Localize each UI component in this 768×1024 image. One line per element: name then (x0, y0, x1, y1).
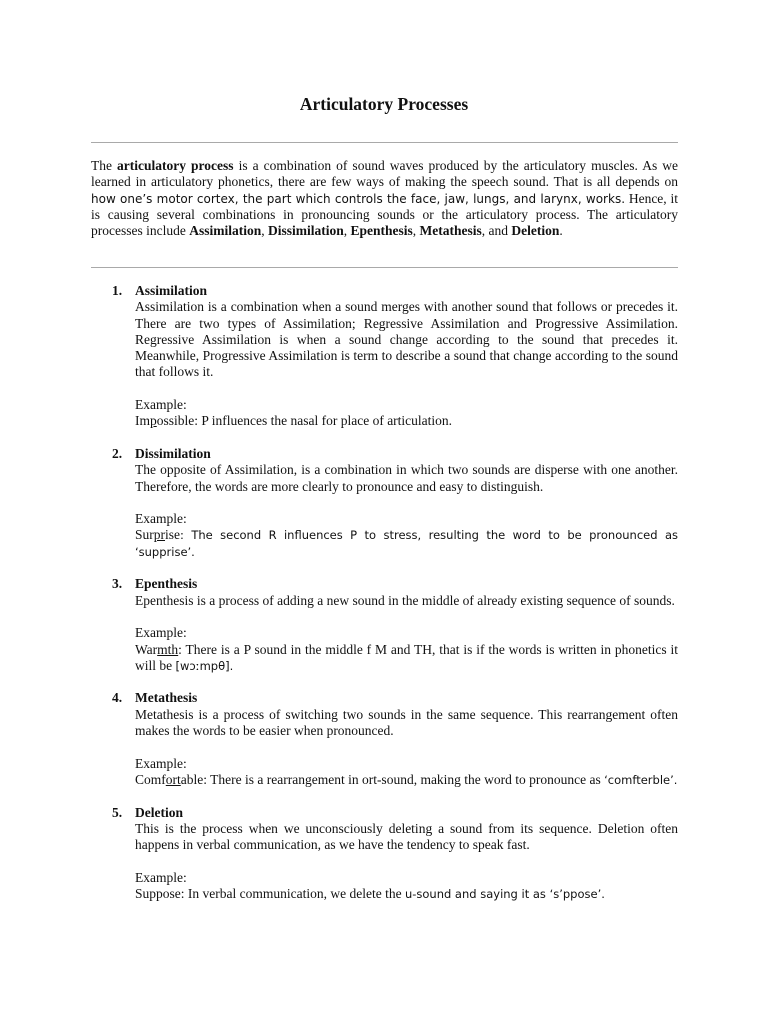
list-item (91, 576, 678, 674)
process-epenthesis: Epenthesis (350, 223, 413, 239)
process-dissimilation: Dissimilation (267, 223, 344, 239)
item-number: 4. (112, 690, 123, 706)
list-item (91, 283, 678, 430)
example-word-underlined: ort (165, 771, 181, 787)
item-description: This is the process when we unconsciously deleting a sound from its sequence. Deletion often happens in verbal communication, as we have the tendency to speak fast. (135, 820, 678, 853)
example-label: Example: (135, 511, 187, 527)
intro-paragraph (91, 158, 678, 239)
example-line (135, 527, 678, 560)
item-number: 5. (112, 804, 123, 820)
example-word-underlined: pr (153, 527, 166, 543)
item-heading: Metathesis (135, 690, 198, 706)
example-word-post: ossible (156, 413, 195, 429)
item-number: 2. (112, 445, 123, 461)
example-line (135, 886, 678, 902)
list-item (91, 690, 678, 788)
example-word-underlined: mth (157, 641, 179, 657)
example-label: Example: (135, 625, 187, 641)
intro-bold-term: articulatory process (117, 158, 234, 173)
list-item (91, 446, 678, 560)
example-word-post: able (180, 771, 204, 787)
example-sans-text: [wɔːmpθ]. (175, 658, 234, 673)
item-number: 3. (112, 576, 123, 592)
list-item (91, 805, 678, 903)
intro-sep: , (261, 223, 268, 239)
example-label: Example: (135, 755, 187, 771)
example-label: Example: (135, 869, 187, 885)
example-word-pre: Comf (135, 771, 166, 787)
intro-sep: , and (481, 223, 512, 239)
intro-text-b: Hence, it is causing several combinations in pronouncing sounds or the articulatory process. The articulatory processes include (91, 190, 678, 239)
item-heading: Epenthesis (135, 576, 198, 592)
section-divider (91, 267, 678, 268)
process-metathesis: Metathesis (419, 223, 482, 239)
item-description: Assimilation is a combination when a sound merges with another sound that follows or precedes it. There are two types of Assimilation; Regressive Assimilation and Progressive Assimilation. Regressive Assimilation is when a sound change according to the sound that precedes it. Meanwhile, Progressive Assimilation is term to describe a sound that change according to the sound that follows it. (135, 299, 678, 380)
example-word-pre: Sur (135, 527, 154, 543)
example-label: Example: (135, 397, 187, 413)
example-text: : In verbal communication, we delete the (180, 885, 405, 901)
item-description: Epenthesis is a process of adding a new sound in the middle of already existing sequence of sounds. (135, 592, 675, 608)
intro-sep: , (343, 223, 351, 239)
example-text: : P influences the nasal for place of articulation. (194, 413, 453, 429)
intro-text-a: is a combination of sound waves produced by the articulatory muscles. As we learned in articulatory phonetics, there are few ways of making the speech sound. That is all depends on (91, 158, 678, 190)
example-word-post: ise (165, 527, 181, 543)
example-word-underlined: p (150, 413, 157, 429)
item-heading: Assimilation (135, 283, 208, 298)
top-divider (91, 142, 678, 143)
item-heading: Deletion (135, 804, 183, 820)
example-line (135, 642, 678, 675)
intro-sep: , (412, 223, 420, 239)
intro-alt-font-span: how one’s motor cortex, the part which controls the face, jaw, lungs, and larynx, works. (91, 191, 626, 206)
example-text: : There is a P sound in the middle f M and TH, that is if the words is written in phonetics it will be (135, 641, 678, 673)
item-description: Metathesis is a process of switching two sounds in the same sequence. This rearrangement often makes the words to be easier when pronounced. (135, 706, 678, 739)
item-number: 1. (112, 283, 123, 298)
item-heading: Dissimilation (135, 445, 211, 461)
intro-end: . (559, 223, 563, 239)
page-title: Articulatory Processes (299, 94, 469, 114)
example-text: : There is a rearrangement in ort-sound, making the word to pronounce as (203, 771, 605, 787)
example-sans-text: : The second R influences P to stress, resulting the word to be pronounced as ‘supprise’. (135, 528, 678, 559)
example-line (135, 772, 678, 788)
example-word-pre: Im (135, 413, 150, 429)
example-sans-text: u-sound and saying it as ‘s’ppose’. (404, 886, 605, 901)
intro-prefix: The (91, 158, 118, 173)
item-description: The opposite of Assimilation, is a combination in which two sounds are disperse with one another. Therefore, the words are more clearly to pronounce and easy to distinguish. (135, 462, 678, 494)
example-word-pre: War (135, 641, 158, 657)
example-line (135, 413, 678, 429)
process-list (91, 283, 678, 902)
example-word-pre: Suppose (135, 885, 181, 901)
example-sans-text: ‘comfterble’. (604, 772, 678, 787)
process-assimilation: Assimilation (189, 223, 262, 239)
process-deletion: Deletion (511, 223, 560, 239)
